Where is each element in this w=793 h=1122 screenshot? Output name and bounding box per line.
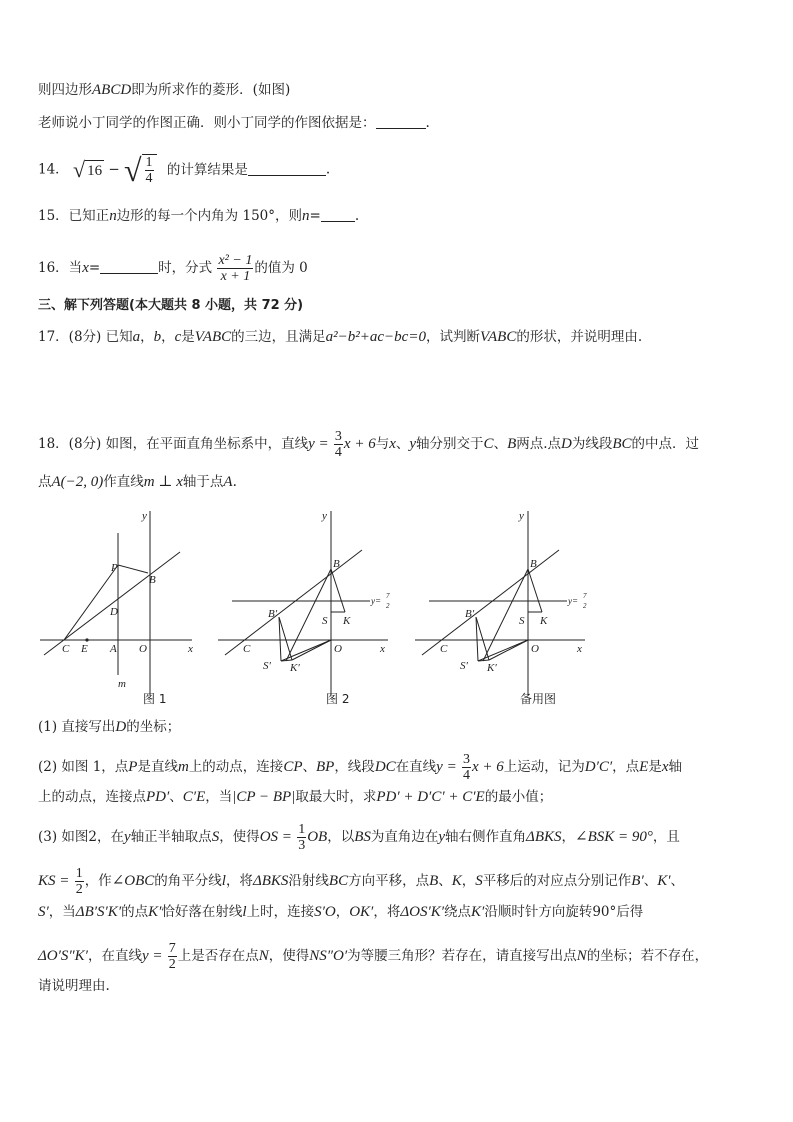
fig1-label-E: E <box>81 643 88 655</box>
fraction: $\frac{\text{x² − 1}}{x + 1}$ <box>218 253 253 284</box>
sub-question-3-line-1: (3) 如图2，在y轴正半轴取点S，使得OS = $\frac{1}{3}$ OB，以BS为直角边在y轴右侧作直角ΔBKS，∠BSK = 90°，且 <box>38 822 680 853</box>
question-14 <box>38 154 330 186</box>
fig2-segment-BK <box>331 569 345 612</box>
fig1-label-x: x <box>188 643 193 655</box>
sub-question-3-line-3: S′，当ΔB′S′K′的点K′恰好落在射线l上时，连接S′O，OK′，将ΔOS′K′绕点K′沿顺时针方向旋转90°后得 <box>38 904 644 920</box>
fig3-segment-BK <box>528 569 542 612</box>
intro-line-2 <box>38 113 430 133</box>
intro-line-1 <box>38 80 290 100</box>
fig3-caption: 备用图 <box>520 692 557 706</box>
fig1-point-E <box>85 638 88 641</box>
fig3-label-B: B <box>530 558 537 570</box>
var-n: n <box>302 208 310 224</box>
question-18-line-2: 点A(−2, 0)作直线m ⊥ x轴于点A. <box>38 474 237 490</box>
fig1-label-y: y <box>142 510 147 522</box>
fig1-label-C: C <box>62 643 70 655</box>
fig3-label-Kp: K′ <box>487 662 497 674</box>
fig2-label-B: B <box>333 558 340 570</box>
sub-question-2-line-1: (2) 如图 1，点P是直线m上的动点，连接CP、BP，线段DC在直线y = $\frac{3}{4}$ x + 6上运动，记为D′C′，点E是x轴 <box>38 752 683 783</box>
question-text: 15．已知正 <box>38 208 110 224</box>
sqrt-quarter: √ $\frac{1}{4}$ <box>124 154 157 186</box>
question-text: 16．当 <box>38 260 83 276</box>
fig2-label-Bp: B′ <box>268 608 278 620</box>
point-A: A(−2, 0) <box>51 474 104 490</box>
fraction: $\frac{3}{4}$ <box>334 429 342 460</box>
fig2-label-x: x <box>380 643 385 655</box>
fig1-segment-PB <box>118 565 148 573</box>
fig2-label-C: C <box>243 643 251 655</box>
fig2-label-K: K <box>343 615 351 627</box>
fig2-segment-OK <box>292 640 331 660</box>
question-text: 边形的每一个内角为 150°，则 <box>116 208 302 224</box>
equation: a²−b²+ac−bc=0 <box>325 329 426 345</box>
figures-row <box>0 505 793 705</box>
question-17: 17．(8分) 已知a，b，c是VABC的三边，且满足a²−b²+ac−bc=0，试判断VABC的形状，并说明理由. <box>38 329 643 345</box>
fig2-yline-den: 2 <box>386 602 390 610</box>
fig3-label-yline: y= <box>568 596 579 606</box>
fig1-label-D: D <box>110 606 118 618</box>
question-text: 时，分式 <box>158 260 213 276</box>
fig3-segment-SO <box>478 640 528 661</box>
fig3-label-Sp: S′ <box>460 660 468 672</box>
fig2-label-y: y <box>322 510 327 522</box>
question-18-line-1: 18．(8分) 如图，在平面直角坐标系中，直线y = $\frac{3}{4}$ x + 6与x、y轴分别交于C、B两点.点D为线段BC的中点．过 <box>38 429 700 460</box>
fraction: $\frac{3}{4}$ <box>462 752 470 783</box>
figure-2 <box>218 511 388 695</box>
fig2-label-O: O <box>334 643 342 655</box>
fig2-segment-SO <box>281 640 331 661</box>
figure-3 <box>415 511 585 695</box>
intro-text: 老师说小丁同学的作图正确．则小丁同学的作图依据是： <box>38 115 376 131</box>
question-16 <box>38 253 308 284</box>
fig1-caption: 图 1 <box>143 692 167 706</box>
fig2-label-yline: y= <box>371 596 382 606</box>
fig3-segment-OK <box>489 640 528 660</box>
section-heading: 三、解下列答题(本大题共 8 小题，共 72 分) <box>38 298 304 313</box>
question-text: . <box>325 161 331 178</box>
sub-question-3-line-2: KS = $\frac{1}{2}$ ，作∠OBC的角平分线l，将ΔBKS沿射线BC方向平移，点B、K，S平移后的对应点分别记作B′、K′、 <box>38 866 685 897</box>
fig3-label-S: S <box>519 615 525 627</box>
quad-label: ABCD <box>92 82 132 98</box>
var-x: x <box>82 260 89 276</box>
sub-question-2-line-2: 上的动点，连接点PD′、C′E，当|CP − BP|取最大时，求PD′ + D′C′ + C′E的最小值； <box>38 789 553 805</box>
sub-question-3-line-5: 请说明理由. <box>38 978 110 994</box>
sqrt-16: √ 16 <box>72 157 103 182</box>
answer-blank[interactable] <box>248 161 326 176</box>
fig3-label-C: C <box>440 643 448 655</box>
triangle-label: VABC <box>479 329 517 345</box>
fig3-yline-den: 2 <box>583 602 587 610</box>
fig3-label-x: x <box>577 643 582 655</box>
intro-text: . <box>425 115 430 131</box>
intro-text: 即为所求作的菱形．(如图) <box>131 82 291 98</box>
minus-sign: − <box>108 161 120 178</box>
figure-1 <box>40 511 192 695</box>
sub-question-3-line-4: ΔO′S″K′，在直线y = $\frac{7}{2}$ 上是否存在点N，使得NS″O′为等腰三角形？若存在，请直接写出点N的坐标；若不存在， <box>38 941 709 972</box>
fig3-label-y: y <box>519 510 524 522</box>
sub-question-1: (1) 直接写出D的坐标； <box>38 719 181 735</box>
fig1-label-O: O <box>139 643 147 655</box>
fig1-label-P: P <box>111 562 118 574</box>
triangle-label: VABC <box>194 329 232 345</box>
fig1-label-A: A <box>110 643 117 655</box>
intro-text: 则四边形 <box>38 82 92 98</box>
fraction: $\frac{7}{2}$ <box>168 941 176 972</box>
fig2-label-Kp: K′ <box>290 662 300 674</box>
answer-blank[interactable] <box>321 207 355 222</box>
question-text: 的计算结果是 <box>166 161 248 178</box>
fraction: $\frac{1}{2}$ <box>75 866 83 897</box>
fig3-label-Bp: B′ <box>465 608 475 620</box>
fraction: $\frac{1}{3}$ <box>298 822 306 853</box>
question-15 <box>38 206 359 226</box>
fig3-yline-num: 7 <box>583 592 587 600</box>
question-number: 14． <box>38 161 69 178</box>
fig3-label-O: O <box>531 643 539 655</box>
var-n: n <box>109 208 117 224</box>
equals: = <box>88 260 101 276</box>
fig2-label-S: S <box>322 615 328 627</box>
fig1-segment-CP <box>64 565 118 640</box>
fig2-yline-num: 7 <box>386 592 390 600</box>
answer-blank[interactable] <box>100 259 158 274</box>
fig3-label-K: K <box>540 615 548 627</box>
question-text: 的值为 0 <box>254 260 308 276</box>
fig2-label-Sp: S′ <box>263 660 271 672</box>
question-text: . <box>354 208 360 224</box>
equals: = <box>309 208 321 224</box>
answer-blank[interactable] <box>376 114 426 129</box>
fig2-caption: 图 2 <box>326 692 350 706</box>
fig1-label-m: m <box>118 678 126 690</box>
fig1-label-B: B <box>149 574 156 586</box>
